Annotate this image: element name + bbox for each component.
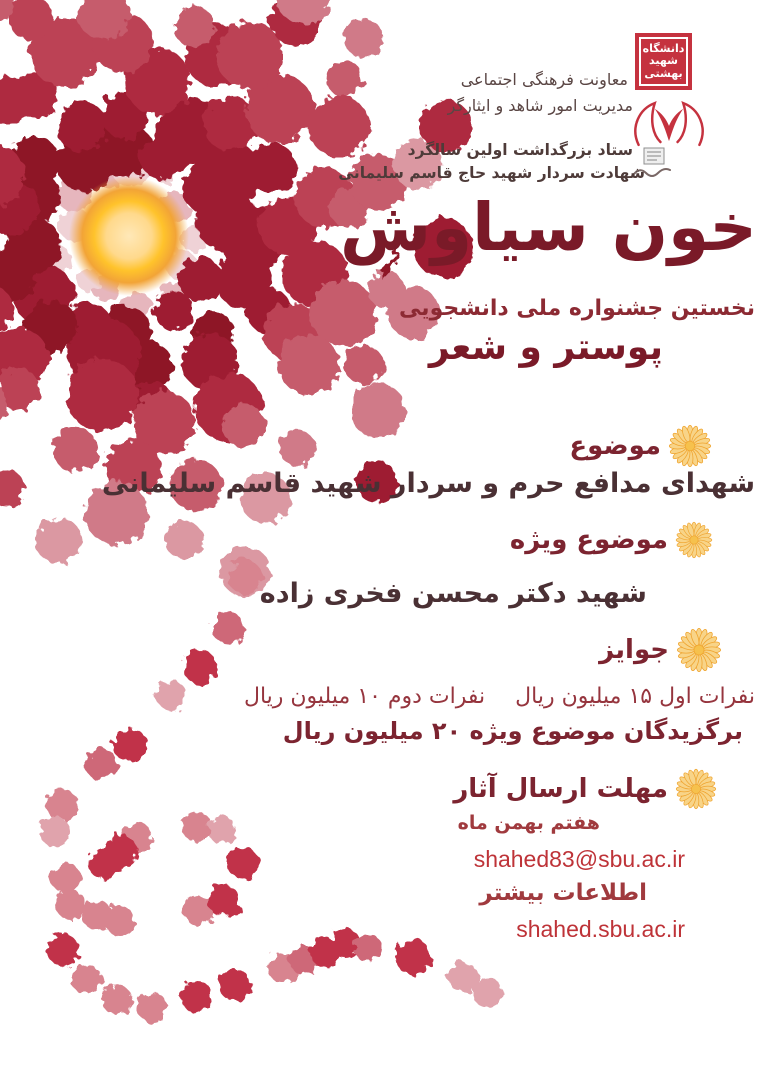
prize-special: برگزیدگان موضوع ویژه ۲۰ میلیون ریال xyxy=(282,717,743,745)
stamp-line1: دانشگاه xyxy=(642,41,685,55)
topic-flower-icon xyxy=(668,424,712,468)
prize-second: نفرات دوم ۱۰ میلیون ریال xyxy=(243,684,486,709)
topic-body: شهدای مدافع حرم و سردار شهید قاسم سلیمانی xyxy=(101,468,755,499)
festival-subtitle: نخستین جشنواره ملی دانشجویی xyxy=(399,296,755,321)
prizes-heading: جوایز xyxy=(599,635,669,665)
prize-line-first-second xyxy=(244,684,755,709)
topic-heading: موضوع xyxy=(569,431,661,461)
committee-line2: شهادت سردار شهید حاج قاسم سلیمانی xyxy=(338,164,645,182)
email-link[interactable]: shahed83@sbu.ac.ir xyxy=(473,846,685,872)
university-stamp-logo xyxy=(635,33,692,90)
website-link[interactable]: shahed.sbu.ac.ir xyxy=(516,916,685,942)
prizes-heading-row xyxy=(599,627,722,673)
tulip-logo-icon xyxy=(631,100,707,148)
category-title: پوستر و شعر xyxy=(428,327,663,368)
stamp-line2: شهید xyxy=(649,54,678,68)
prizes-flower-icon xyxy=(676,627,722,673)
committee-line1: ستاد بزرگداشت اولین سالگرد xyxy=(407,141,633,159)
more-info-label: اطلاعات بیشتر xyxy=(479,880,647,906)
dept-line1: معاونت فرهنگی اجتماعی xyxy=(460,70,628,89)
dept-line2: مدیریت امور شاهد و ایثارگر xyxy=(447,96,633,115)
special-topic-heading-row xyxy=(510,521,713,559)
deadline-flower-icon xyxy=(675,768,717,810)
main-title: خون سیاوش xyxy=(340,189,757,266)
deadline-heading-row xyxy=(453,768,717,810)
sun-glow-center xyxy=(69,176,189,296)
special-topic-heading: موضوع ویژه xyxy=(509,525,668,555)
topic-heading-row xyxy=(569,424,712,468)
splatter-trail xyxy=(40,560,502,1022)
deadline-heading: مهلت ارسال آثار xyxy=(453,774,668,804)
stamp-line3: بهشتی xyxy=(644,66,683,80)
special-flower-icon xyxy=(675,521,713,559)
deadline-date: هفتم بهمن ماه xyxy=(457,812,600,834)
special-topic-body: شهید دکتر محسن فخری زاده xyxy=(259,578,647,609)
prize-first: نفرات اول ۱۵ میلیون ریال xyxy=(515,684,755,709)
